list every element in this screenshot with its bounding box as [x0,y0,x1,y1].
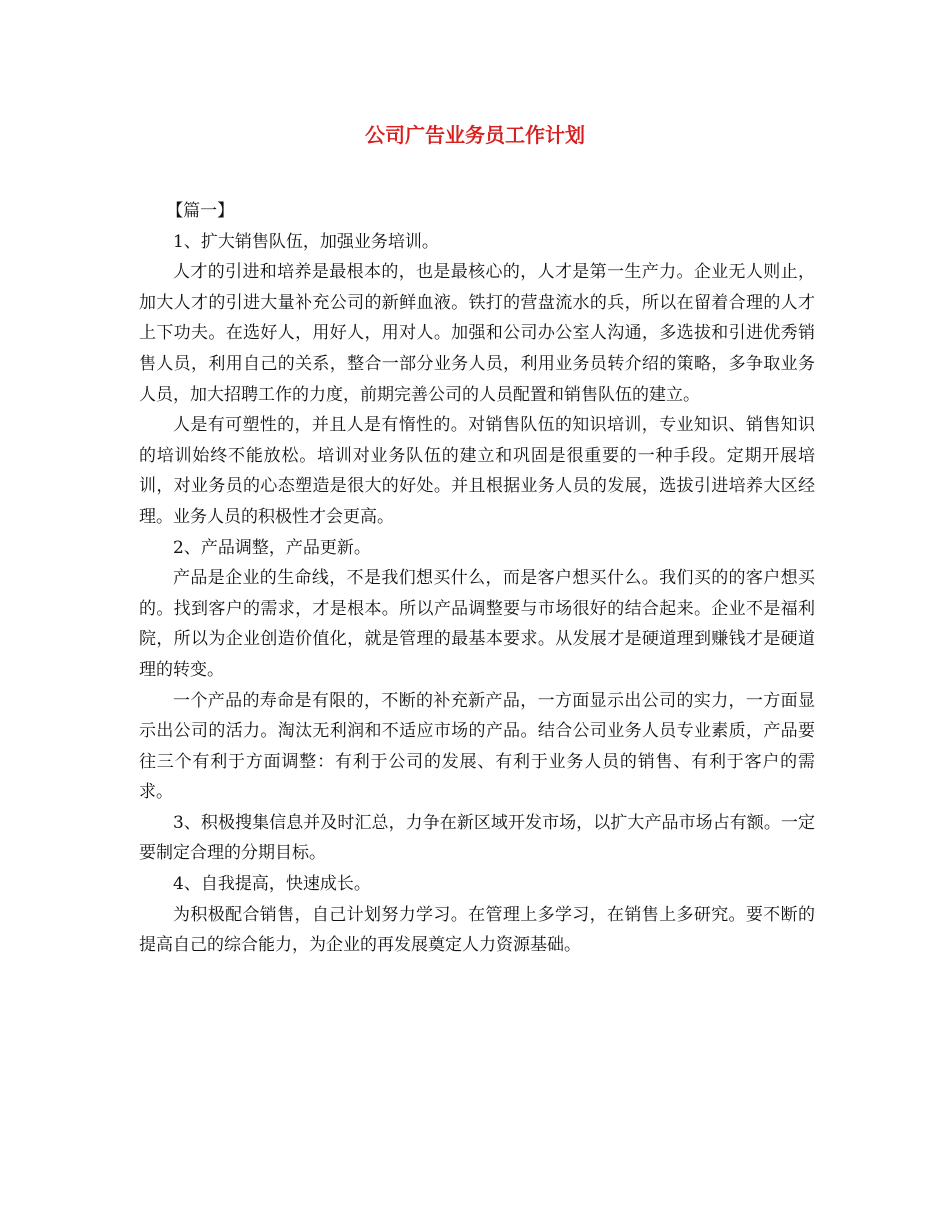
document-title: 公司广告业务员工作计划 [365,123,585,147]
paragraph: 2、产品调整，产品更新。 [173,537,371,558]
paragraph: 产品是企业的生命线，不是我们想买什么，而是客户想买什么。我们买的的客户想买的。找到客户的需求，才是根本。所以产品调整要与市场很好的结合起来。企业不是福利院，所以为企业创造价值化，就是管理的最基本要求。从发展才是硬道理到赚钱才是硬道理的转变。 [139,568,815,680]
paragraph: 一个产品的寿命是有限的，不断的补充新产品，一方面显示出公司的实力，一方面显示出公司的活力。淘汰无利润和不适应市场的产品。结合公司业务人员专业素质，产品要往三个有利于方面调整：有利于公司的发展、有利于业务人员的销售、有利于客户的需求。 [139,690,815,803]
document-body [139,196,815,961]
section-tag: 【篇一】 [166,201,235,221]
paragraph: 4、自我提高，快速成长。 [173,874,371,895]
paragraph: 3、积极搜集信息并及时汇总，力争在新区域开发市场，以扩大产品市场占有额。一定要制定合理的分期目标。 [139,812,815,864]
paragraph: 人是有可塑性的，并且人是有惰性的。对销售队伍的知识培训，专业知识、销售知识的培训始终不能放松。培训对业务队伍的建立和巩固是很重要的一种手段。定期开展培训，对业务员的心态塑造是很大的好处。并且根据业务人员的发展，选拔引进培养大区经理。业务人员的积极性才会更高。 [139,415,815,527]
paragraph: 人才的引进和培养是最根本的，也是最核心的，人才是第一生产力。企业无人则止，加大人才的引进大量补充公司的新鲜血液。铁打的营盘流水的兵，所以在留着合理的人才上下功夫。在选好人，用好人，用对人。加强和公司办公室人沟通，多选拔和引进优秀销售人员，利用自己的关系，整合一部分业务人员，利用业务员转介绍的策略，多争取业务人员，加大招聘工作的力度，前期完善公司的人员配置和销售队伍的建立。 [139,262,815,405]
paragraph: 为积极配合销售，自己计划努力学习。在管理上多学习，在销售上多研究。要不断的提高自己的综合能力，为企业的再发展奠定人力资源基础。 [139,904,815,956]
paragraph: 1、扩大销售队伍，加强业务培训。 [173,231,439,252]
